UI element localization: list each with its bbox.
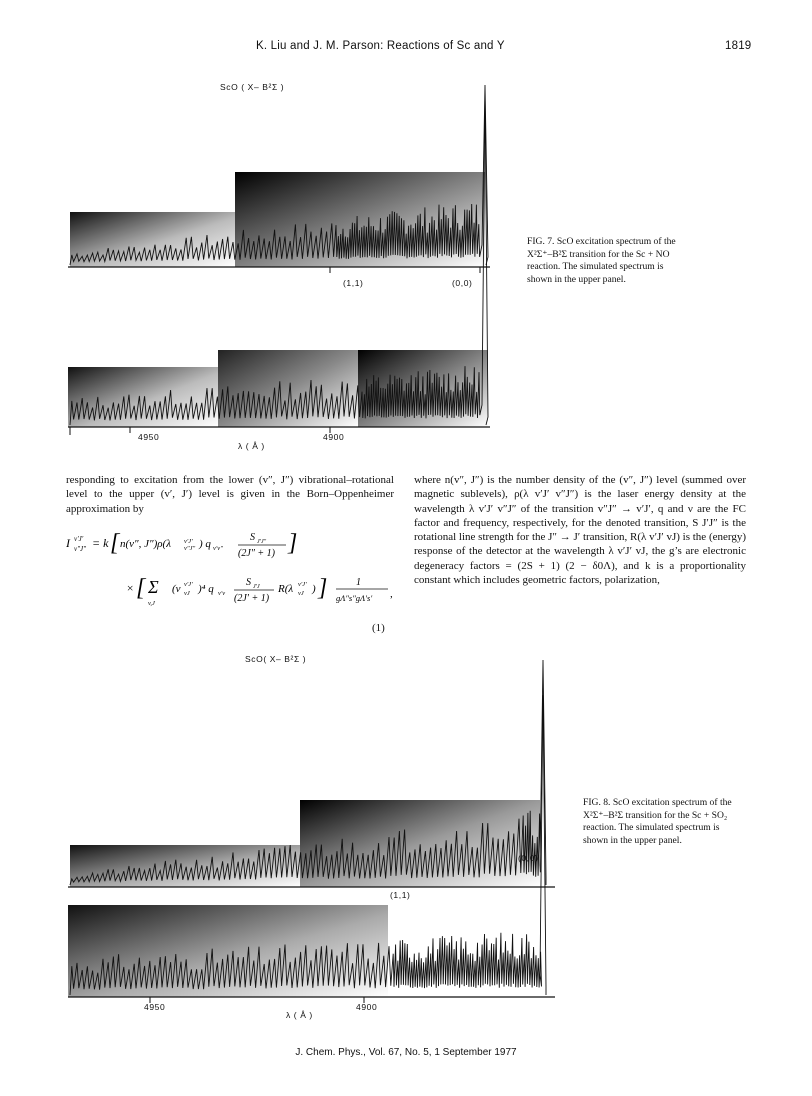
svg-text:J′J: J′J [253,584,260,590]
svg-text:)⁴ q: )⁴ q [198,583,214,595]
svg-text:) q: ) q [199,538,211,550]
svg-text:(2J′ + 1): (2J′ + 1) [234,593,270,604]
scan-shading [70,212,235,267]
svg-text:v′v: v′v [218,590,226,597]
figure-8-caption: FIG. 8. ScO excitation spectrum of the X²Σ⁺–B²Σ transition for the Sc + SO₂ reaction. The simulated spectrum is shown in the upper panel. [583,797,732,846]
figure-7-title: ScO ( X– B²Σ ) [220,82,285,92]
figure-8-spectra [60,652,560,1027]
figure-7-caption: FIG. 7. ScO excitation spectrum of the X²Σ⁺–B²Σ transition for the Sc + NO reaction. The simulated spectrum is shown in the upper panel. [527,236,676,285]
tick-label-4900: 4900 [323,432,345,442]
body-right-paragraph: where n(v″, J″) is the number density of the (v″, J″) level (summed over magnetic sublevels), ρ(λ v′J′ v″J″) is the laser energy density at the wavelength λ v′J′ v″J″ of the transition v″J″ → v′J′, q and ν are the FC factor and frequency, respectively, for the denoted transition, S J′J″ is the rotational line strength for the J″ → J′ transition, R(λ v′J′ vJ) is the (energy) response of the detector at the wavelength λ v′J′ vJ, the g’s are electronic degeneracy factors = (2S + 1) (2 − δ0Λ), and k is a proportionality constant which includes geometric factors, polarization, [414,474,746,587]
svg-text:vJ: vJ [298,590,304,597]
svg-text:n(v″, J″)ρ(λ: n(v″, J″)ρ(λ [120,538,171,550]
tick-label-4950: 4950 [138,432,160,442]
running-title: K. Liu and J. M. Parson: Reactions of Sc and Y [256,40,505,52]
body-left-paragraph: responding to excitation from the lower (v″, J″) vibrational–rotational level to the upper (v′, J′) level is given in the Born–Oppenheimer approximation by [66,474,394,515]
svg-text:Σ: Σ [148,577,159,597]
svg-text:,: , [390,588,393,600]
svg-text:v″J″: v″J″ [74,545,87,553]
peak-label-1-1: (1,1) [343,278,364,288]
svg-text:v′J′: v′J′ [184,581,193,588]
figure-8 [60,652,560,1027]
svg-text:]: ] [288,530,298,556]
peak-label-0-0: (0,0) [452,278,473,288]
peak-label-0-0: (0,0) [518,853,539,863]
svg-text:(2J″ + 1): (2J″ + 1) [238,548,276,559]
svg-text:v′J′: v′J′ [74,535,84,543]
svg-text:]: ] [318,575,328,601]
svg-text:v′v″: v′v″ [213,545,223,552]
svg-text:J′J″: J′J″ [257,539,267,545]
svg-text:I: I [66,536,70,550]
figure-8-title: ScO( X– B²Σ ) [245,654,307,664]
svg-text:v,J: v,J [148,600,155,607]
journal-citation: J. Chem. Phys., Vol. 67, No. 5, 1 September 1977 [295,1047,517,1058]
svg-text:vJ: vJ [184,590,190,597]
svg-text:S: S [250,532,255,543]
scan-shading [68,367,218,427]
tick-label-4950: 4950 [144,1002,166,1012]
svg-text:R(λ: R(λ [278,583,294,595]
svg-text:[: [ [136,575,146,601]
x-axis-label: λ ( Å ) [238,441,265,451]
svg-text:v′J′: v′J′ [184,538,193,545]
svg-text:= k: = k [92,536,109,550]
equation-graphic [66,525,402,610]
page-number: 1819 [725,40,752,52]
tick-label-4900: 4900 [356,1002,378,1012]
svg-text:1: 1 [356,577,361,588]
x-axis-label: λ ( Å ) [286,1010,313,1020]
svg-text:v′J′: v′J′ [298,581,307,588]
svg-text:v″J″: v″J″ [184,545,196,552]
scan-shading [218,350,358,427]
svg-text:(ν: (ν [172,583,181,595]
figure-7-spectra [60,75,500,450]
svg-text:gΛ″s″gΛ′s′: gΛ″s″gΛ′s′ [336,593,373,603]
equation-1 [66,525,402,613]
svg-text:S: S [246,577,251,588]
svg-text:[: [ [110,530,120,556]
peak-label-1-1: (1,1) [390,890,411,900]
svg-text:): ) [312,583,316,595]
equation-number: (1) [372,622,385,634]
figure-7 [60,75,500,450]
svg-text:×: × [126,581,135,595]
